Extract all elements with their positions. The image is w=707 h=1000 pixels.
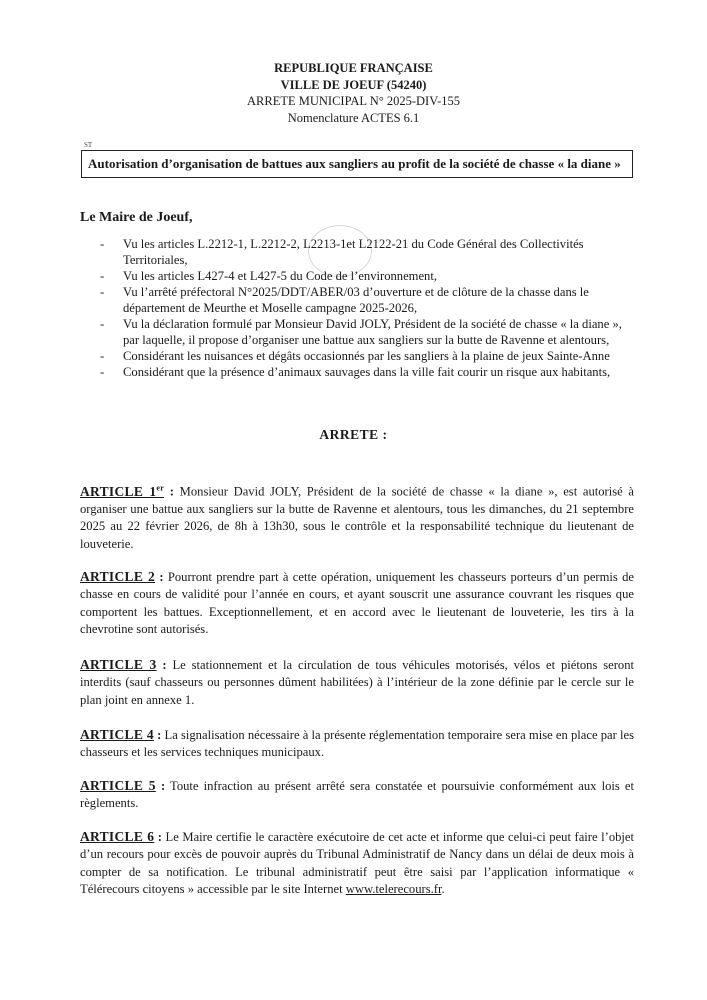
header-nomenclature: Nomenclature ACTES 6.1: [287, 110, 420, 125]
article-text: Le stationnement et la circulation de tous véhicules motorisés, vélos et piétons seront interdits (sauf chasseurs ou personnes dûment habilitées) à l’intérieur de la zone définie par le cercle sur le plan joint en annexe 1.: [80, 658, 635, 707]
dash-bullet: -: [100, 285, 105, 299]
article-text: Monsieur David JOLY, Président de la société de chasse « la diane », est autorisé à organiser une battue aux sangliers sur la butte de Ravenne et alentours, tous les dimanches, du 21 septembre 2025 au 22 février 2026, de 8h à 13h30, sous le contrôle et la responsabilité technique du lieutenant de louveterie.: [80, 484, 634, 551]
header-republique: REPUBLIQUE FRANÇAISE: [274, 61, 433, 75]
article-text: La signalisation nécessaire à la présente réglementation temporaire sera mise en place par les chasseurs et les services techniques municipaux.: [80, 728, 634, 760]
dash-bullet: -: [100, 349, 105, 363]
dash-bullet: -: [100, 269, 105, 283]
telerecours-link[interactable]: www.telerecours.fr: [345, 882, 442, 897]
article-5: ARTICLE 5 : Toute infraction au présent arrêté sera constatée et poursuivie conformément aux lois et règlements.: [80, 778, 634, 811]
arrete-heading: ARRETE :: [319, 427, 388, 442]
article-3: ARTICLE 3 : Le stationnement et la circulation de tous véhicules motorisés, vélos et piétons seront interdits (sauf chasseurs ou personnes dûment habilitées) à l’intérieur de la zone définie par le cercle sur le plan joint en annexe 1.: [80, 657, 635, 707]
dash-bullet: -: [100, 237, 105, 251]
dash-bullet: -: [100, 365, 105, 379]
article-text: Toute infraction au présent arrêté sera constatée et poursuivie conformément aux lois et règlements.: [80, 779, 634, 811]
article-2: ARTICLE 2 : Pourront prendre part à cette opération, uniquement les chasseurs porteurs d’un permis de chasse en cours de validité pour l’année en cours, et ayant souscrit une assurance couvrant les risques que comportent les battues. Exceptionnellement, et en accord avec le lieutenant de louveterie, les tirs à la chevrotine sont autorisés.: [80, 569, 634, 637]
article-4: ARTICLE 4 : La signalisation nécessaire à la présente réglementation temporaire sera mise en place par les chasseurs et les services techniques municipaux.: [80, 727, 634, 760]
st-label: ST: [84, 141, 93, 149]
considerations-list: [100, 236, 634, 380]
article-text: Le Maire certifie le caractère exécutoire de cet acte et informe que celui-ci peut faire l’objet d’un recours pour excès de pouvoir auprès du Tribunal Administratif de Nancy dans un délai de deux mois à compter de sa notification. Le tribunal administratif peut être saisi par l’application informatique « Télérecours citoyens » accessible par le site Internet: [80, 830, 635, 897]
article-6: ARTICLE 6 : Le Maire certifie le caractère exécutoire de cet acte et informe que celui-ci peut faire l’objet d’un recours pour excès de pouvoir auprès du Tribunal Administratif de Nancy dans un délai de deux mois à compter de sa notification. Le tribunal administratif peut être saisi par l’application informatique « Télérecours citoyens » accessible par le site Internet www.telerecours.fr.: [80, 829, 635, 897]
article-label: ARTICLE 4: [80, 727, 154, 742]
article-text: Pourront prendre part à cette opération, uniquement les chasseurs porteurs d’un permis de chasse en cours de validité pour l’année en cours, et ayant souscrit une assurance couvrant les risques que comportent les battues. Exceptionnellement, et en accord avec le lieutenant de louveterie, les tirs à la chevrotine sont autorisés.: [80, 570, 634, 637]
article-label: ARTICLE 1er: [80, 483, 165, 499]
header-arrete-number: ARRETE MUNICIPAL N° 2025-DIV-155: [247, 94, 460, 108]
maire-heading: Le Maire de Joeuf,: [80, 210, 193, 225]
document-header: [0, 60, 707, 126]
article-label: ARTICLE 5: [80, 778, 156, 793]
list-item: - Vu l’arrêté préfectoral N°2025/DDT/ABER/03 d’ouverture et de clôture de la chasse dans le département de Meurthe et Moselle campagne 2025-2026,: [100, 285, 589, 315]
list-item: - Vu les articles L.2212-1, L.2212-2, L2213-1et L2122-21 du Code Général des Collectivités Territoriales,: [100, 237, 584, 267]
list-item: - Vu la déclaration formulé par Monsieur David JOLY, Président de la société de chasse « la diane », par laquelle, il propose d’organiser une battue aux sangliers sur la butte de Ravenne et alentours,: [100, 317, 622, 347]
article-label: ARTICLE 6: [80, 829, 155, 844]
list-item: - Considérant les nuisances et dégâts occasionnés par les sangliers à la plaine de jeux Sainte-Anne: [100, 349, 610, 363]
article-label: ARTICLE 2: [80, 569, 156, 584]
list-item: - Considérant que la présence d’animaux sauvages dans la ville fait courir un risque aux habitants,: [100, 365, 611, 379]
dash-bullet: -: [100, 317, 105, 331]
header-ville: VILLE DE JOEUF (54240): [280, 77, 427, 92]
document-title: Autorisation d’organisation de battues aux sangliers au profit de la société de chasse « la diane »: [81, 150, 633, 178]
article-label: ARTICLE 3: [80, 657, 157, 672]
article-1: ARTICLE 1er : Monsieur David JOLY, Président de la société de chasse « la diane », est autorisé à organiser une battue aux sangliers sur la butte de Ravenne et alentours, tous les dimanches, du 21 septembre 2025 au 22 février 2026, de 8h à 13h30, sous le contrôle et la responsabilité technique du lieutenant de louveterie.: [80, 483, 634, 551]
list-item: - Vu les articles L427-4 et L427-5 du Code de l’environnement,: [100, 269, 438, 283]
